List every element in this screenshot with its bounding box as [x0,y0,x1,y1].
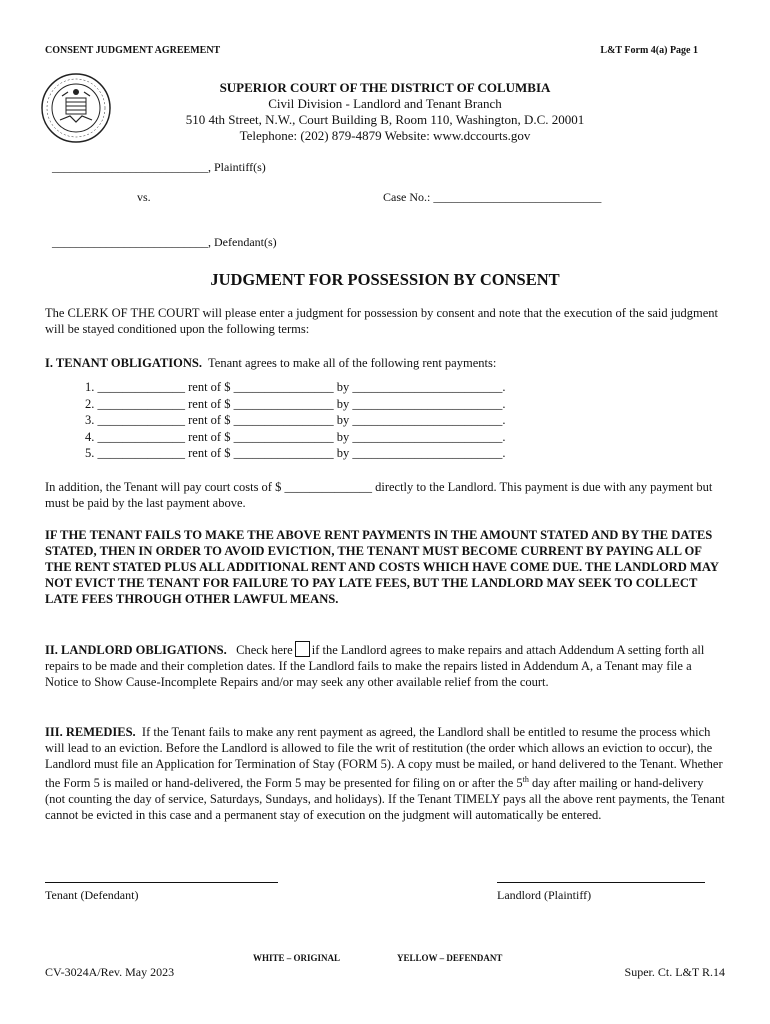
judgment-title: JUDGMENT FOR POSSESSION BY CONSENT [210,270,560,289]
payment-row-2[interactable]: 2. ______________ rent of $ ________________ by ________________________. [85,396,506,411]
tenant-obligations-text: Tenant agrees to make all of the following rent payments: [208,356,497,370]
payment-row-4[interactable]: 4. ______________ rent of $ ________________ by ________________________. [85,429,506,444]
remedies-heading: III. REMEDIES. [45,725,136,739]
remedies-text-a: If the Tenant fails to make any rent payment as agreed, the Landlord shall be entitled to resume the process which will lead to an eviction. Before the Landlord is allowed to file the writ of restitution (the order which allows an eviction to occur), the Landlord must file an Application for Termination of Stay (FORM 5). A copy must be mailed, or hand delivered to the Tenant. Whether the Form 5 is mailed or hand-delivered, the Form 5 may be presented for filing on or after the 5 [45,725,723,791]
intro-paragraph: The CLERK OF THE COURT will please enter a judgment for possession by consent and note that the execution of the said judgment will be stayed conditioned upon the following terms: [45,306,718,336]
versus-label: vs. [137,190,151,204]
tenant-signature-line[interactable] [45,882,278,883]
case-number-field[interactable]: Case No.: ____________________________ [383,190,602,204]
landlord-obligations-heading: II. LANDLORD OBLIGATIONS. [45,643,227,657]
remedies-text-b: day after mailing or hand-delivery (not counting the day of service, Saturdays, Sundays, and holidays). If the Tenant TIMELY pays all the above rent payments, the Tenant cannot be evicted in this case and a permanent stay of execution on the judgment will automatically be entered. [45,776,725,823]
landlord-signature-line[interactable] [497,882,705,883]
landlord-signature-label: Landlord (Plaintiff) [497,888,592,902]
court-costs-paragraph[interactable]: In addition, the Tenant will pay court costs of $ ______________ directly to the Landlord. This payment is due with any payment but must be paid by the last payment above. [45,480,713,510]
tenant-obligations-section [45,355,725,371]
payment-row-3[interactable]: 3. ______________ rent of $ ________________ by ________________________. [85,413,506,427]
court-name: SUPERIOR COURT OF THE DISTRICT OF COLUMBIA [219,80,551,95]
payment-row-5[interactable]: 5. ______________ rent of $ ________________ by ________________________. [85,446,506,460]
defendant-line[interactable]: __________________________, Defendant(s) [52,235,277,249]
court-heading-block [0,80,770,144]
form-number: CV-3024A/Rev. May 2023 [45,965,175,979]
court-contact: Telephone: (202) 879-4879 Website: www.dccourts.gov [239,128,531,143]
remedies-section [45,724,725,823]
tenant-signature-label: Tenant (Defendant) [45,888,139,902]
payment-row-1[interactable]: 1. ______________ rent of $ ________________ by ________________________. [85,380,506,394]
white-copy-label: WHITE – ORIGINAL [253,953,341,963]
court-address: 510 4th Street, N.W., Court Building B, Room 110, Washington, D.C. 20001 [185,112,585,127]
court-rule: Super. Ct. L&T R.14 [624,965,725,979]
court-division: Civil Division - Landlord and Tenant Branch [268,96,502,111]
tenant-obligations-heading: I. TENANT OBLIGATIONS. [45,356,202,370]
form-page-label: L&T Form 4(a) Page 1 [600,45,698,56]
landlord-obligations-section [45,641,725,690]
yellow-copy-label: YELLOW – DEFENDANT [397,953,503,963]
landlord-obligations-text: if the Landlord agrees to make repairs and attach Addendum A setting forth all repairs to be made and their completion dates. If the Landlord fails to make the repairs listed in Addendum A, a Tenant may file a Notice to Show Cause-Incomplete Repairs and/or may seek any other available relief from the court. [45,643,705,689]
form-header-title: CONSENT JUDGMENT AGREEMENT [45,45,221,56]
repairs-checkbox[interactable] [295,641,310,657]
check-here-label: Check here [236,643,293,657]
eviction-warning: IF THE TENANT FAILS TO MAKE THE ABOVE RENT PAYMENTS IN THE AMOUNT STATED AND BY THE DATES STATED, THEN IN ORDER TO AVOID EVICTION, THE TENANT MUST BECOME CURRENT BY PAYING ALL OF THE RENT STATED PLUS ALL ADDITIONAL RENT AND COSTS WHICH HAVE COME DUE. THE LANDLORD MAY NOT EVICT THE TENANT FOR FAILURE TO PAY LATE FEES, BUT THE LANDLORD MAY SEEK TO COLLECT LATE FEES THROUGH OTHER LAWFUL MEANS. [45,528,719,606]
ordinal-suffix: th [522,775,529,784]
plaintiff-line[interactable]: __________________________, Plaintiff(s) [52,160,266,174]
